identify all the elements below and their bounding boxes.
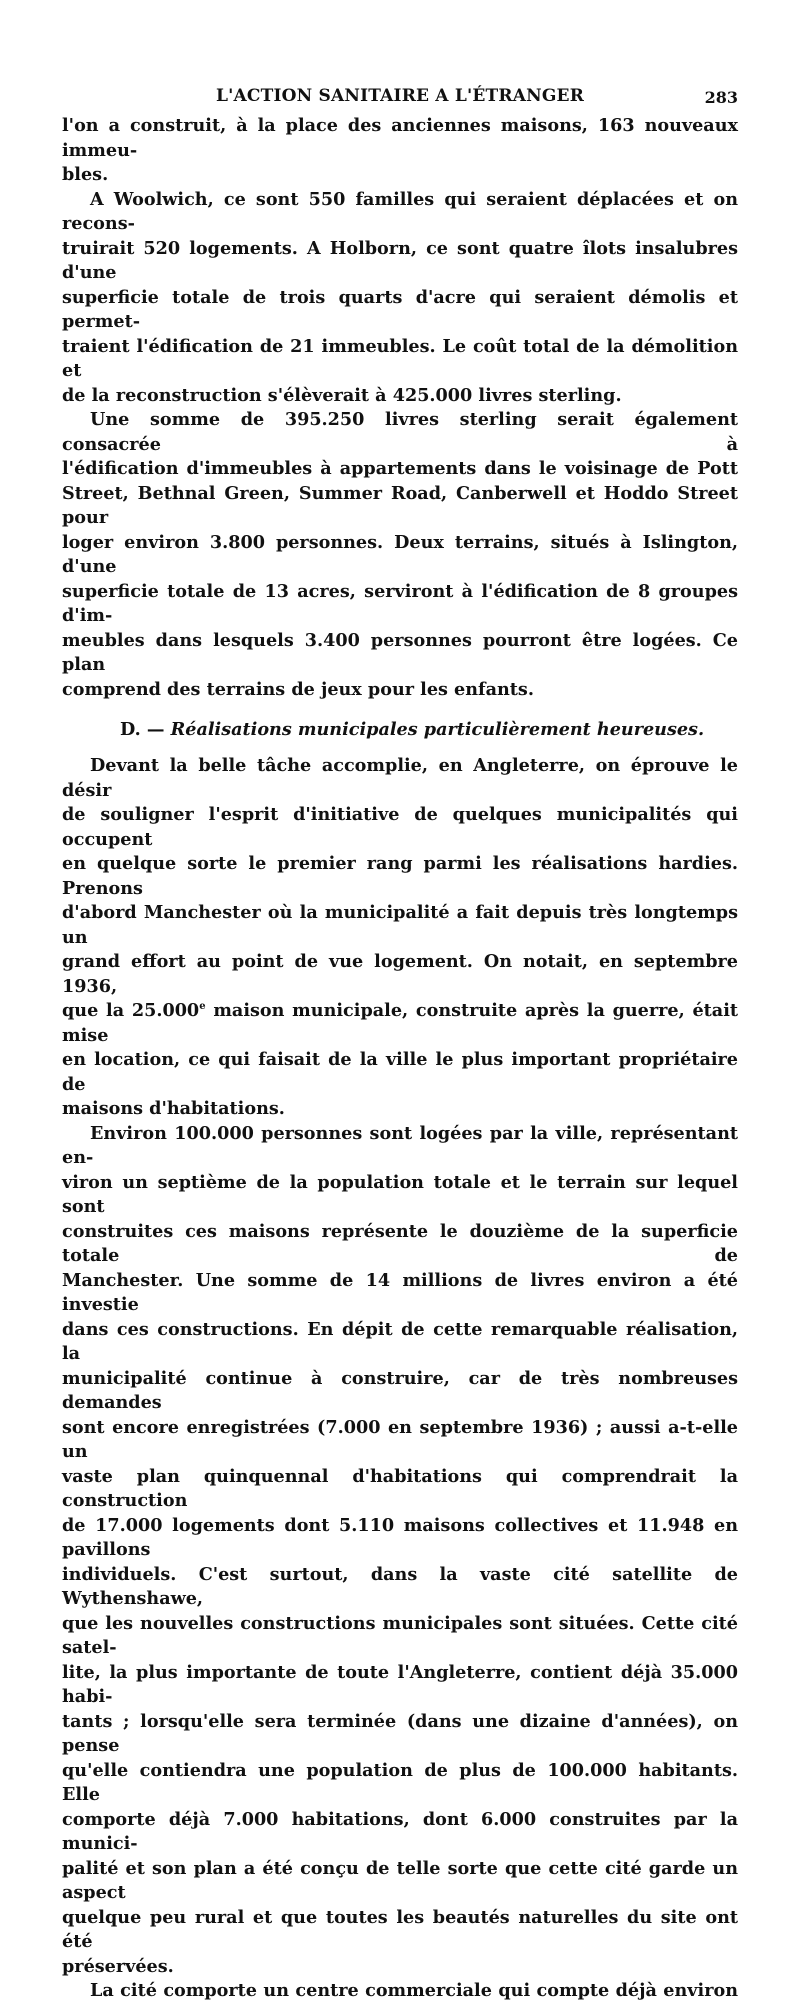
text-line: truirait 520 logements. A Holborn, ce sont quatre îlots insalubres d'une [62,237,738,283]
document-page [62,86,738,2004]
text-line: Street, Bethnal Green, Summer Road, Canberwell et Hoddo Street pour [62,482,738,528]
section-title: Réalisations municipales particulièrement heureuses. [170,719,705,740]
text-line: Manchester. Une somme de 14 millions de livres environ a été investie [62,1269,738,1315]
section-heading [62,718,738,742]
text-line: meubles dans lesquels 3.400 personnes pourront être logées. Ce plan [62,629,738,675]
text-line: préservées. [62,1955,174,1977]
text-line: viron un septième de la population totale et le terrain sur lequel sont [62,1171,738,1217]
text-line: que les nouvelles constructions municipales sont situées. Cette cité satel- [62,1612,738,1658]
text-fragment: maison municipale, construite après la guerre, était mise [62,1000,738,1046]
text-line: en quelque sorte le premier rang parmi les réalisations hardies. Prenons [62,853,738,899]
paragraph-cite [62,1979,738,2004]
text-line: palité et son plan a été conçu de telle sorte que cette cité garde un aspect [62,1857,738,1903]
paragraph-somme [62,408,738,702]
text-line: individuels. C'est surtout, dans la vaste cité satellite de Wythenshawe, [62,1563,738,1609]
text-line: dans ces constructions. En dépit de cette remarquable réalisation, la [62,1318,738,1364]
text-line: de la reconstruction s'élèverait à 425.000 livres sterling. [62,384,622,406]
text-line-with-superscript [62,999,738,1048]
text-line: Devant la belle tâche accomplie, en Angleterre, on éprouve le désir [62,755,738,801]
text-line: bles. [62,164,109,185]
text-line: municipalité continue à construire, car de très nombreuses demandes [62,1367,738,1413]
text-line: lite, la plus importante de toute l'Angleterre, contient déjà 35.000 habi- [62,1661,738,1707]
paragraph-environ [62,1122,738,1980]
text-line: Une somme de 395.250 livres sterling serait également consacrée à [62,409,738,455]
text-line: construites ces maisons représente le douzième de la superficie totale de [62,1220,738,1266]
text-line: quelque peu rural et que toutes les beautés naturelles du site ont été [62,1906,738,1952]
text-line: sont encore enregistrées (7.000 en septembre 1936) ; aussi a-t-elle un [62,1416,738,1462]
text-line: superficie totale de 13 acres, serviront à l'édification de 8 groupes d'im- [62,580,738,626]
text-line: grand effort au point de vue logement. On notait, en septembre 1936, [62,951,738,997]
text-line: loger environ 3.800 personnes. Deux terrains, situés à Islington, d'une [62,531,738,577]
text-line: comprend des terrains de jeux pour les enfants. [62,678,534,700]
text-line: de 17.000 logements dont 5.110 maisons collectives et 11.948 en pavillons [62,1514,738,1560]
text-line: en location, ce qui faisait de la ville le plus important propriétaire de [62,1049,738,1095]
text-line: maisons d'habitations. [62,1098,285,1119]
text-line: d'abord Manchester où la municipalité a fait depuis très longtemps un [62,902,738,948]
text-line: l'on a construit, à la place des anciennes maisons, 163 nouveaux immeu- [62,115,738,161]
text-line: vaste plan quinquennal d'habitations qui comprendrait la construction [62,1465,738,1511]
body-text [62,114,738,2004]
text-line: superficie totale de trois quarts d'acre qui seraient démolis et permet- [62,286,738,332]
paragraph-woolwich [62,188,738,409]
paragraph-devant [62,754,738,1122]
section-label: D. — [120,719,165,740]
text-line: A Woolwich, ce sont 550 familles qui seraient déplacées et on recons- [62,188,738,234]
text-line: traient l'édification de 21 immeubles. Le coût total de la démolition et [62,335,738,381]
text-fragment: que la 25.000 [62,1000,200,1021]
text-line: l'édification d'immeubles à appartements dans le voisinage de Pott [62,458,738,479]
paragraph-continued [62,114,738,188]
superscript: e [199,1001,206,1013]
running-title: L'ACTION SANITAIRE A L'ÉTRANGER [215,86,585,106]
text-line: La cité comporte un centre commerciale qui compte déjà environ [90,1980,738,2001]
running-head [62,86,738,114]
page-number: 283 [704,88,738,107]
text-line: tants ; lorsqu'elle sera terminée (dans une dizaine d'années), on pense [62,1710,738,1756]
text-line: comporte déjà 7.000 habitations, dont 6.000 construites par la munici- [62,1808,738,1854]
text-line: de souligner l'esprit d'initiative de quelques municipalités qui occupent [62,804,738,850]
text-line: qu'elle contiendra une population de plus de 100.000 habitants. Elle [62,1759,738,1805]
text-line: Environ 100.000 personnes sont logées par la ville, représentant en- [62,1122,738,1168]
